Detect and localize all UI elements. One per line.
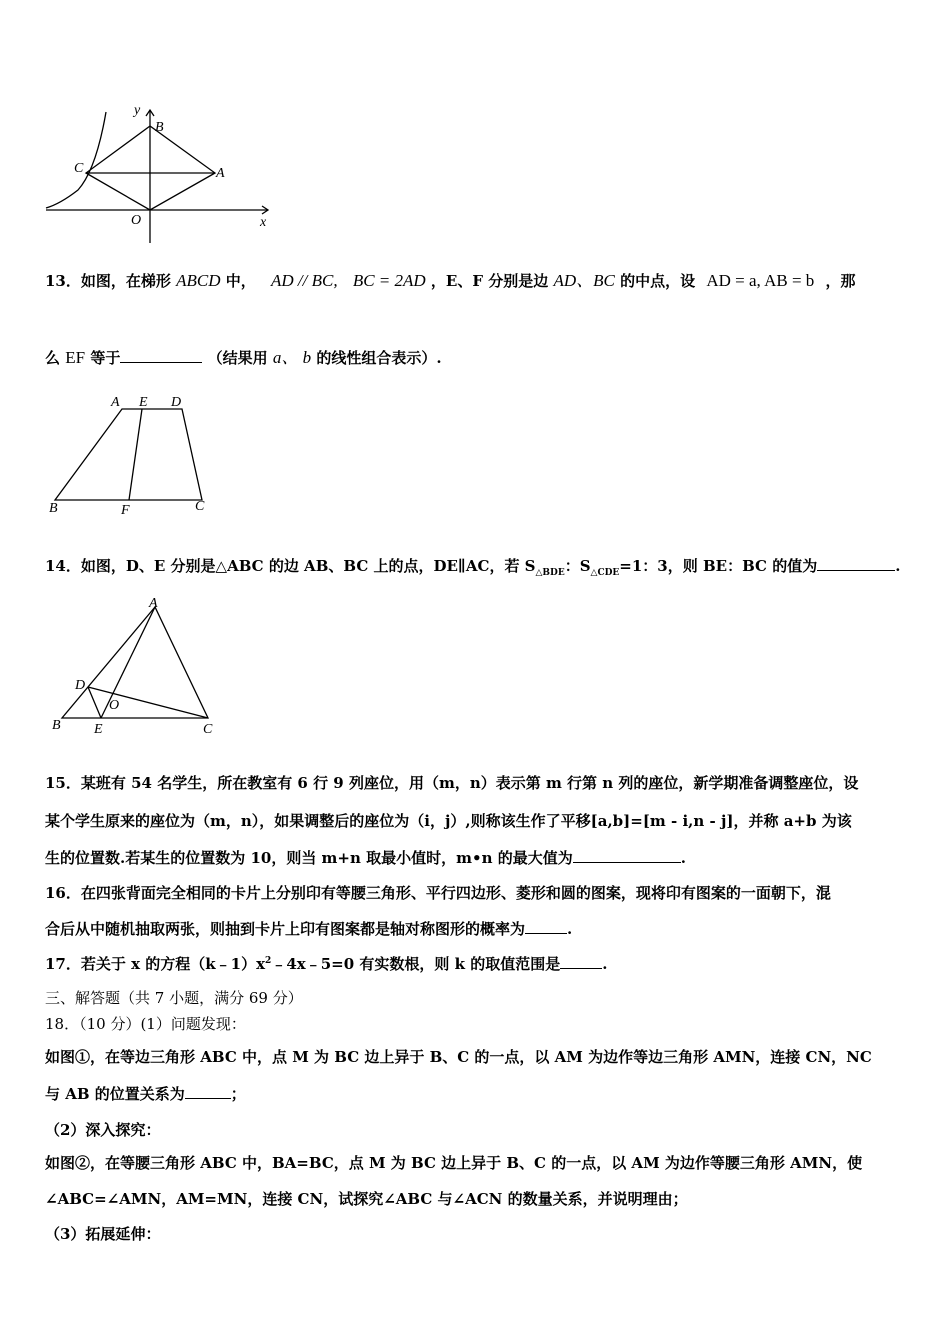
- q18-p4: ∠ABC=∠AMN，AM=MN，连接 CN，试探究∠ABC 与∠ACN 的数量关系，并说明理由；: [45, 1190, 688, 1208]
- label-e: E: [139, 395, 148, 410]
- q16-line2: 合后从中随机抽取两张，则抽到卡片上印有图案都是轴对称图形的概率为 .: [45, 920, 573, 938]
- label-o: O: [109, 698, 120, 713]
- math-a-b: a、 b: [272, 348, 312, 367]
- label-b: B: [155, 120, 164, 135]
- q15-line2: 某个学生原来的座位为（m，n），如果调整后的座位为（i，j）,则称该生作了平移[a,b]=[m - i,n - j]，并称 a+b 为该: [45, 812, 852, 830]
- figure-trapezoid: [45, 390, 220, 520]
- q18-p1: 如图①，在等边三角形 ABC 中，点 M 为 BC 边上异于 B、C 的一点，以 AM 为边作等边三角形 AMN，连接 CN，NC: [45, 1048, 872, 1066]
- figure-coordinate-rhombus: [40, 100, 280, 250]
- q16-answer-blank: [525, 919, 567, 934]
- hyperbola-curve: [46, 112, 106, 208]
- q17-answer-blank: [560, 954, 602, 969]
- q15-answer-blank: [573, 848, 681, 863]
- q15-line1: 15．某班有 54 名学生，所在教室有 6 行 9 列座位，用（m，n）表示第 m 行第 n 列的座位，新学期准备调整座位，设: [45, 774, 859, 792]
- section-heading-3: 三、解答题（共 7 小题，满分 69 分）: [45, 989, 303, 1007]
- label-c: C: [74, 161, 84, 176]
- triangle-abc: [62, 607, 208, 718]
- segment-ef: [129, 409, 142, 500]
- q18-p3: 如图②，在等腰三角形 ABC 中，BA=BC，点 M 为 BC 边上异于 B、C 的一点，以 AM 为边作等腰三角形 AMN，使: [45, 1154, 863, 1172]
- label-y: y: [134, 103, 141, 118]
- label-b: B: [49, 501, 58, 516]
- q15-line3: 生的位置数.若某生的位置数为 10，则当 m+n 取最小值时，m•n 的最大值为 .: [45, 849, 686, 867]
- trapezoid-abcd: [55, 409, 202, 500]
- label-a: A: [111, 395, 120, 410]
- label-c: C: [203, 722, 213, 737]
- math-vectors: AD = a, AB = b: [706, 271, 815, 290]
- label-b: B: [52, 718, 61, 733]
- segment-de: [88, 687, 101, 718]
- q18-h3: （3）拓展延伸：: [45, 1225, 161, 1243]
- label-a: A: [149, 596, 158, 611]
- figure-triangle: [45, 595, 220, 740]
- label-f: F: [121, 503, 130, 518]
- label-a: A: [216, 166, 225, 181]
- math-bc-2ad: BC = 2AD: [352, 271, 426, 290]
- q18-p2: 与 AB 的位置关系为 ；: [45, 1085, 246, 1103]
- q17-line: 17．若关于 x 的方程$(k﹣1)x^2﹣4x﹣5=0$ 有实数根，则 k 的取值范围是 .: [45, 955, 608, 973]
- q18-heading: 18．（10 分）(1）问题发现：: [45, 1015, 246, 1033]
- math-abcd: ABCD: [176, 271, 221, 290]
- q14-answer-blank: [817, 556, 895, 571]
- label-e: E: [94, 722, 103, 737]
- math-ad-bc: AD、BC: [553, 271, 615, 290]
- label-x: x: [260, 215, 267, 230]
- q18-h2: （2）深入探究：: [45, 1121, 161, 1139]
- q13-answer-blank: [120, 348, 202, 363]
- label-d: D: [75, 678, 86, 693]
- math-ad-parallel-bc: AD // BC,: [271, 271, 338, 290]
- q13-line2: 么 EF 等于 （结果用 a、 b 的线性组合表示）.: [45, 348, 442, 367]
- q16-line1: 16．在四张背面完全相同的卡片上分别印有等腰三角形、平行四边形、菱形和圆的图案，现将印有图案的一面朝下，混: [45, 884, 831, 902]
- q13-line1: 13．如图，在梯形 ABCD 中， AD // BC, BC = 2AD ，E、F 分别是边 AD、BC 的中点，设 AD = a, AB = b ，那: [45, 271, 856, 290]
- label-c: C: [195, 499, 205, 514]
- label-o: O: [131, 213, 142, 228]
- math-ef: EF: [65, 348, 86, 367]
- label-d: D: [171, 395, 182, 410]
- segment-dc: [88, 687, 208, 718]
- q18-answer-blank: [185, 1084, 231, 1099]
- q14-line: 14．如图，D、E 分别是△ABC 的边 AB、BC 上的点，DE∥AC，若 $S_{\triangle BDE}$：$S_{\triangle CDE}=1$：3，则 BE：BC 的值为 .: [45, 557, 901, 578]
